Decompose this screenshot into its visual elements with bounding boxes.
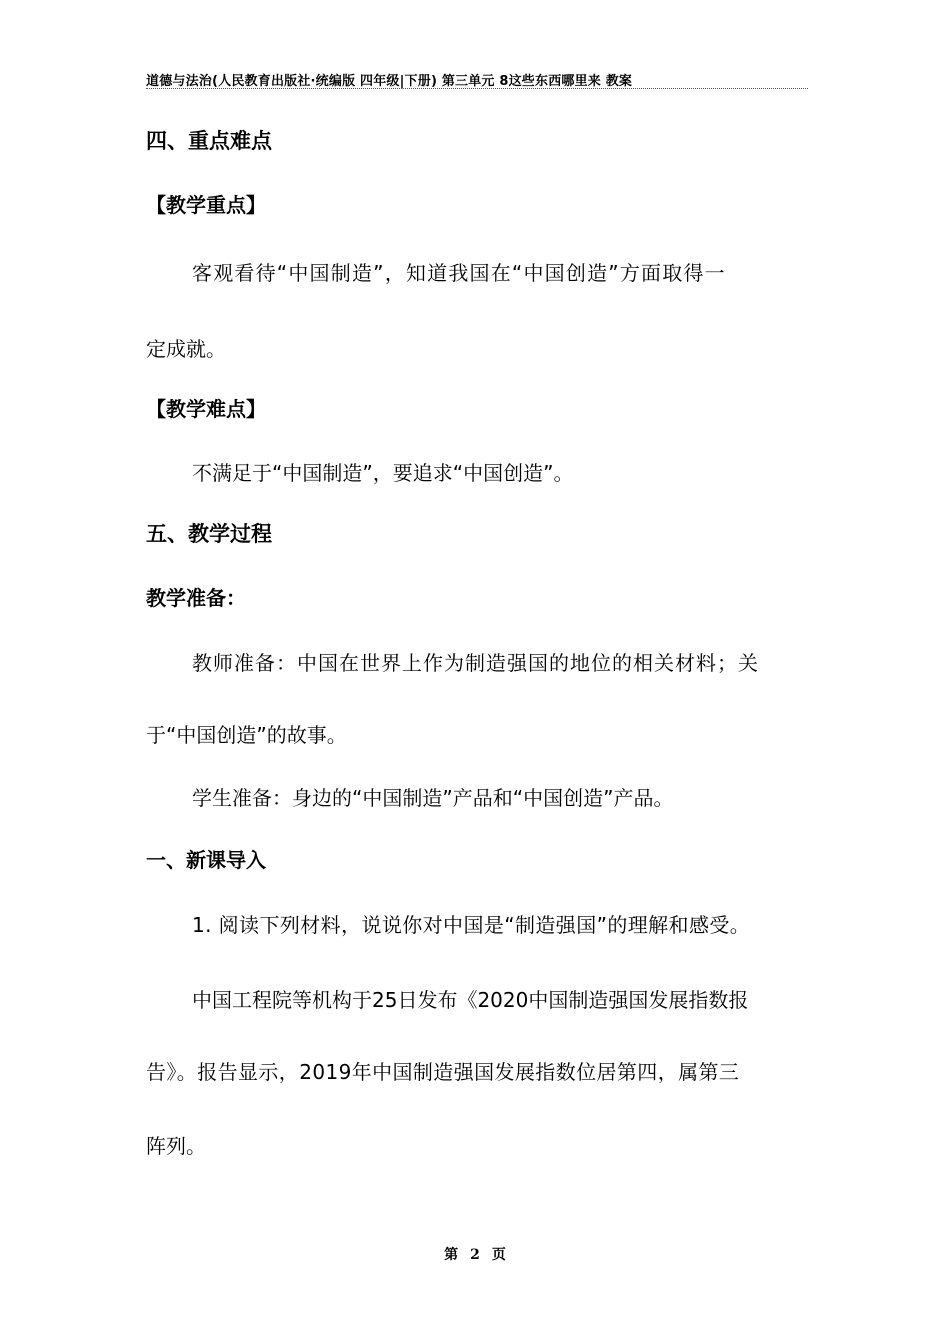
difficulty-text: 不满足于“中国制造”，要追求“中国创造”。 — [192, 461, 574, 485]
section-title-new-lesson-intro: 一、新课导入 — [146, 848, 266, 872]
student-prep-text: 学生准备：身边的“中国制造”产品和“中国创造”产品。 — [192, 786, 674, 810]
footer-suffix: 页 — [491, 1247, 506, 1263]
material-line-1: 中国工程院等机构于25日发布《2020中国制造强国发展指数报 — [192, 988, 749, 1012]
label-teaching-difficulty: 【教学难点】 — [146, 397, 266, 421]
footer-prefix: 第 — [444, 1247, 459, 1263]
intro-item-1: 1. 阅读下列材料，说说你对中国是“制造强国”的理解和感受。 — [192, 913, 751, 937]
section-title-key-points: 四、重点难点 — [146, 129, 272, 153]
page-footer — [0, 1244, 950, 1264]
teacher-prep-line-2: 于“中国创造”的故事。 — [146, 723, 347, 747]
material-line-3: 阵列。 — [146, 1134, 206, 1158]
section-title-teaching-process: 五、教学过程 — [146, 522, 272, 546]
focus-text-line-2: 定成就。 — [146, 337, 226, 361]
label-teaching-focus: 【教学重点】 — [146, 193, 266, 217]
page-number: 2 — [470, 1247, 480, 1263]
teacher-prep-line-1: 教师准备：中国在世界上作为制造强国的地位的相关材料；关 — [192, 651, 759, 675]
header-divider — [146, 88, 808, 89]
label-teaching-preparation: 教学准备： — [146, 586, 246, 610]
running-header: 道德与法治(人民教育出版社·统编版 四年级|下册) 第三单元 8这些东西哪里来 教案 — [146, 74, 633, 89]
material-line-2: 告》。报告显示，2019年中国制造强国发展指数位居第四，属第三 — [146, 1060, 740, 1084]
focus-text-line-1: 客观看待“中国制造”，知道我国在“中国创造”方面取得一 — [192, 261, 726, 285]
